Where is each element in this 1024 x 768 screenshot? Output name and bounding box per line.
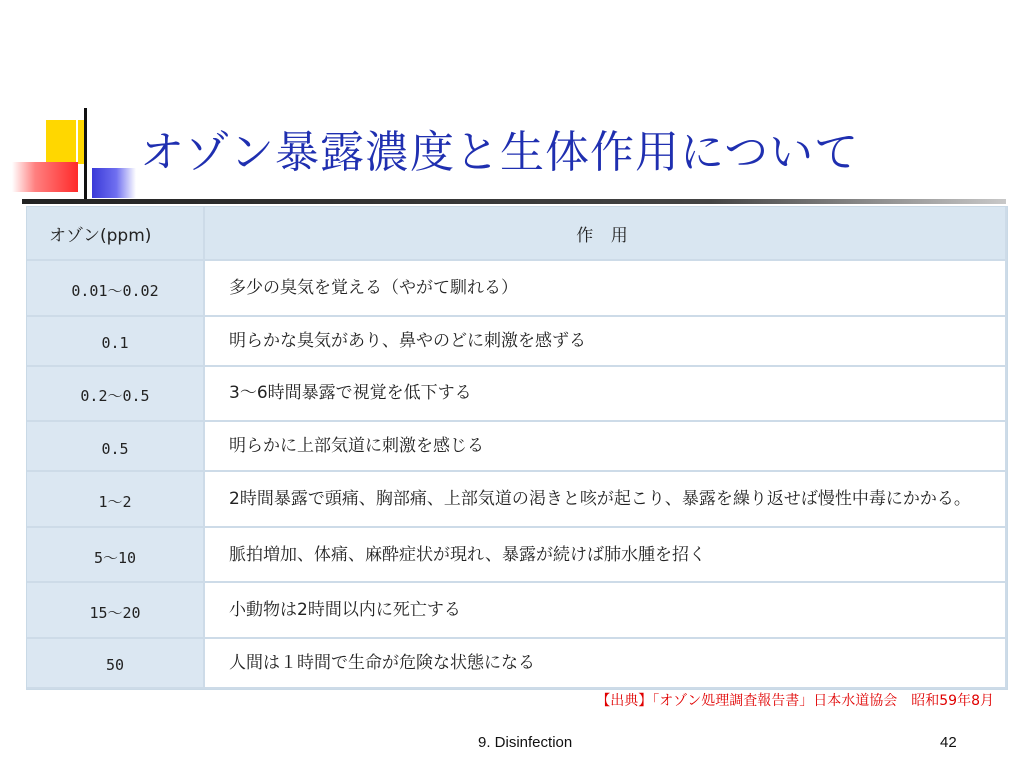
concentration-cell: 0.1 [27,317,205,367]
page-number: 42 [940,734,957,751]
table-row [27,422,1007,472]
ozone-effects-table-container [26,206,1008,690]
decorative-red-gradient-bar [12,162,78,192]
footer-section-label: 9. Disinfection [478,734,573,751]
table-row [27,472,1007,528]
effect-cell: 2時間暴露で頭痛、胸部痛、上部気道の渇きと咳が起こり、暴露を繰り返せば慢性中毒にかかる。 [205,472,1007,528]
decorative-vertical-line [84,108,87,204]
table-row [27,261,1007,317]
title-underline [22,199,1006,204]
table-header-row [27,207,1007,261]
effect-cell: 脈拍増加、体痛、麻酔症状が現れ、暴露が続けば肺水腫を招く [205,528,1007,584]
concentration-cell: 0.01〜0.02 [27,261,205,317]
source-citation: 【出典】「オゾン処理調査報告書」日本水道協会 昭和59年8月 [596,693,994,709]
decorative-blue-block [92,168,136,198]
concentration-cell: 5〜10 [27,528,205,584]
concentration-cell: 0.5 [27,422,205,472]
table-row [27,583,1007,639]
effect-cell: 小動物は2時間以内に死亡する [205,583,1007,639]
header-concentration: オゾン(ppm) [27,207,205,261]
header-effect: 作 用 [205,207,1007,261]
effect-cell: 明らかに上部気道に刺激を感じる [205,422,1007,472]
table-row [27,639,1007,689]
concentration-cell: 50 [27,639,205,689]
concentration-cell: 15〜20 [27,583,205,639]
effect-cell: 明らかな臭気があり、鼻やのどに刺激を感ずる [205,317,1007,367]
effect-cell: 多少の臭気を覚える（やがて馴れる） [205,261,1007,317]
table-row [27,528,1007,584]
concentration-cell: 1〜2 [27,472,205,528]
table-row [27,367,1007,423]
effect-cell: 人間は１時間で生命が危険な状態になる [205,639,1007,689]
ozone-effects-table [27,207,1007,689]
effect-cell: 3〜6時間暴露で視覚を低下する [205,367,1007,423]
slide-title: オゾン暴露濃度と生体作用について [140,127,860,178]
concentration-cell: 0.2〜0.5 [27,367,205,423]
table-row [27,317,1007,367]
